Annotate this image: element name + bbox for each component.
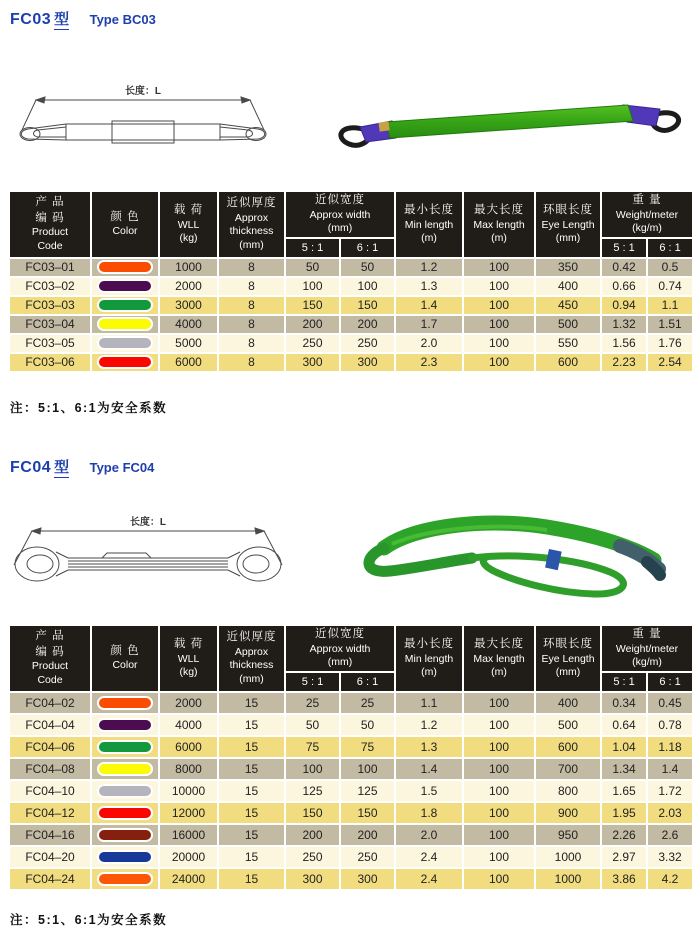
max-length-cell: 100 xyxy=(463,802,535,824)
width-5-1-cell: 100 xyxy=(285,277,340,296)
product-code-cell: FC03–04 xyxy=(9,315,91,334)
table-row xyxy=(9,868,693,890)
thickness-cell: 8 xyxy=(218,296,285,315)
table-row xyxy=(9,758,693,780)
min-length-cell: 1.7 xyxy=(395,315,463,334)
sling-photo-fc03 xyxy=(322,80,694,170)
color-swatch-cell xyxy=(91,846,159,868)
wll-cell: 12000 xyxy=(159,802,218,824)
weight-5-1-cell: 0.94 xyxy=(601,296,647,315)
color-swatch-cell xyxy=(91,334,159,353)
weight-6-1-cell: 0.45 xyxy=(647,692,693,714)
max-length-cell: 100 xyxy=(463,296,535,315)
width-6-1-cell: 250 xyxy=(340,846,395,868)
weight-5-1-cell: 2.26 xyxy=(601,824,647,846)
color-swatch xyxy=(97,762,153,776)
col-header-eye-length: 环眼长度 Eye Length (mm) xyxy=(535,625,601,692)
eye-length-cell: 800 xyxy=(535,780,601,802)
width-5-1-cell: 150 xyxy=(285,296,340,315)
subheader-weight-5-1: 5 : 1 xyxy=(601,672,647,692)
color-swatch xyxy=(97,298,153,312)
max-length-cell: 100 xyxy=(463,846,535,868)
wll-cell: 24000 xyxy=(159,868,218,890)
weight-6-1-cell: 0.74 xyxy=(647,277,693,296)
sling-body xyxy=(66,124,220,140)
table-row xyxy=(9,802,693,824)
color-swatch-cell xyxy=(91,692,159,714)
color-swatch-cell xyxy=(91,258,159,277)
weight-5-1-cell: 1.56 xyxy=(601,334,647,353)
weight-6-1-cell: 4.2 xyxy=(647,868,693,890)
weight-6-1-cell: 1.51 xyxy=(647,315,693,334)
max-length-cell: 100 xyxy=(463,736,535,758)
product-code-cell: FC04–02 xyxy=(9,692,91,714)
table-row xyxy=(9,714,693,736)
eye-length-cell: 550 xyxy=(535,334,601,353)
color-swatch-cell xyxy=(91,824,159,846)
weight-5-1-cell: 2.97 xyxy=(601,846,647,868)
min-length-cell: 1.5 xyxy=(395,780,463,802)
wll-cell: 2000 xyxy=(159,277,218,296)
col-header-max-length: 最大长度 Max length (m) xyxy=(463,625,535,692)
max-length-cell: 100 xyxy=(463,758,535,780)
min-length-cell: 1.3 xyxy=(395,736,463,758)
width-5-1-cell: 125 xyxy=(285,780,340,802)
table-row xyxy=(9,315,693,334)
table-row xyxy=(9,296,693,315)
model-suffix: 型 xyxy=(54,11,70,28)
product-code-cell: FC03–01 xyxy=(9,258,91,277)
model-code: FC03 xyxy=(10,11,52,28)
max-length-cell: 100 xyxy=(463,353,535,372)
width-6-1-cell: 50 xyxy=(340,714,395,736)
color-swatch xyxy=(97,336,153,350)
product-code-cell: FC04–04 xyxy=(9,714,91,736)
width-5-1-cell: 300 xyxy=(285,868,340,890)
section-title-fc04 xyxy=(10,456,154,477)
weight-5-1-cell: 2.23 xyxy=(601,353,647,372)
col-header-product-code: 产 品 编 码 Product Code xyxy=(9,191,91,258)
weight-6-1-cell: 1.1 xyxy=(647,296,693,315)
weight-5-1-cell: 1.32 xyxy=(601,315,647,334)
weight-6-1-cell: 1.72 xyxy=(647,780,693,802)
max-length-cell: 100 xyxy=(463,258,535,277)
sling-drawing-fc04 xyxy=(6,503,290,595)
color-swatch xyxy=(97,355,153,369)
max-length-cell: 100 xyxy=(463,334,535,353)
type-label: Type BC03 xyxy=(89,12,156,27)
color-swatch-cell xyxy=(91,758,159,780)
width-6-1-cell: 150 xyxy=(340,296,395,315)
thickness-cell: 8 xyxy=(218,258,285,277)
max-length-cell: 100 xyxy=(463,277,535,296)
label-tag xyxy=(545,549,562,570)
table-row xyxy=(9,277,693,296)
width-6-1-cell: 200 xyxy=(340,824,395,846)
label-tag xyxy=(378,121,389,131)
eye-length-cell: 400 xyxy=(535,692,601,714)
color-swatch xyxy=(97,317,153,331)
weight-6-1-cell: 0.5 xyxy=(647,258,693,277)
color-swatch xyxy=(97,279,153,293)
col-header-wll: 载 荷 WLL (kg) xyxy=(159,191,218,258)
sling-sleeve xyxy=(102,553,151,558)
subheader-width-6-1: 6 : 1 xyxy=(340,672,395,692)
col-header-width-group: 近似宽度 Approx width (mm) xyxy=(285,191,395,238)
table-row xyxy=(9,353,693,372)
min-length-cell: 2.0 xyxy=(395,824,463,846)
width-6-1-cell: 100 xyxy=(340,758,395,780)
wll-cell: 10000 xyxy=(159,780,218,802)
col-header-width-group: 近似宽度 Approx width (mm) xyxy=(285,625,395,672)
color-swatch xyxy=(97,828,153,842)
width-6-1-cell: 75 xyxy=(340,736,395,758)
max-length-cell: 100 xyxy=(463,692,535,714)
spec-table-fc03 xyxy=(8,190,694,373)
thickness-cell: 15 xyxy=(218,736,285,758)
color-swatch-cell xyxy=(91,736,159,758)
col-header-max-length: 最大长度 Max length (m) xyxy=(463,191,535,258)
eye-length-cell: 500 xyxy=(535,714,601,736)
sling-eye-left xyxy=(15,547,59,581)
product-code-cell: FC04–10 xyxy=(9,780,91,802)
dim-leader-right xyxy=(250,100,264,130)
product-code-cell: FC03–02 xyxy=(9,277,91,296)
color-swatch-cell xyxy=(91,277,159,296)
color-swatch xyxy=(97,718,153,732)
weight-5-1-cell: 1.34 xyxy=(601,758,647,780)
max-length-cell: 100 xyxy=(463,824,535,846)
color-swatch xyxy=(97,696,153,710)
width-5-1-cell: 200 xyxy=(285,824,340,846)
color-swatch xyxy=(97,872,153,886)
green-webbing-body xyxy=(386,105,633,138)
safety-factor-note: 注：5:1、6:1为安全系数 xyxy=(10,913,168,927)
weight-6-1-cell: 2.6 xyxy=(647,824,693,846)
subheader-width-5-1: 5 : 1 xyxy=(285,238,340,258)
weight-6-1-cell: 3.32 xyxy=(647,846,693,868)
subheader-width-5-1: 5 : 1 xyxy=(285,672,340,692)
eye-length-cell: 600 xyxy=(535,736,601,758)
safety-factor-note: 注：5:1、6:1为安全系数 xyxy=(10,401,168,415)
width-5-1-cell: 50 xyxy=(285,258,340,277)
wll-cell: 20000 xyxy=(159,846,218,868)
col-header-weight-group: 重 量 Weight/meter (kg/m) xyxy=(601,625,693,672)
col-header-thickness: 近似厚度 Approx thickness (mm) xyxy=(218,625,285,692)
weight-5-1-cell: 1.95 xyxy=(601,802,647,824)
eye-length-cell: 950 xyxy=(535,824,601,846)
sling-photo-fc04 xyxy=(322,494,694,618)
width-6-1-cell: 50 xyxy=(340,258,395,277)
thickness-cell: 15 xyxy=(218,802,285,824)
max-length-cell: 100 xyxy=(463,315,535,334)
width-6-1-cell: 200 xyxy=(340,315,395,334)
thickness-cell: 15 xyxy=(218,780,285,802)
product-code-cell: FC04–12 xyxy=(9,802,91,824)
color-swatch-cell xyxy=(91,296,159,315)
min-length-cell: 1.4 xyxy=(395,758,463,780)
col-header-eye-length: 环眼长度 Eye Length (mm) xyxy=(535,191,601,258)
product-code-cell: FC04–16 xyxy=(9,824,91,846)
weight-5-1-cell: 0.64 xyxy=(601,714,647,736)
color-swatch xyxy=(97,260,153,274)
width-5-1-cell: 250 xyxy=(285,846,340,868)
eye-length-cell: 450 xyxy=(535,296,601,315)
dim-leader-left xyxy=(22,100,36,130)
wll-cell: 16000 xyxy=(159,824,218,846)
width-6-1-cell: 300 xyxy=(340,353,395,372)
thickness-cell: 8 xyxy=(218,353,285,372)
table-row xyxy=(9,334,693,353)
product-code-cell: FC04–24 xyxy=(9,868,91,890)
wll-cell: 3000 xyxy=(159,296,218,315)
table-row xyxy=(9,692,693,714)
green-webbing-fold-left xyxy=(369,548,472,571)
length-dim-label: 长度：L xyxy=(129,517,167,528)
col-header-product-code: 产 品 编 码 Product Code xyxy=(9,625,91,692)
weight-5-1-cell: 1.04 xyxy=(601,736,647,758)
color-swatch-cell xyxy=(91,353,159,372)
width-5-1-cell: 25 xyxy=(285,692,340,714)
sling-eye-right xyxy=(246,128,266,141)
weight-5-1-cell: 1.65 xyxy=(601,780,647,802)
subheader-weight-6-1: 6 : 1 xyxy=(647,238,693,258)
width-6-1-cell: 300 xyxy=(340,868,395,890)
product-code-cell: FC03–03 xyxy=(9,296,91,315)
color-swatch xyxy=(97,740,153,754)
thickness-cell: 15 xyxy=(218,714,285,736)
wll-cell: 4000 xyxy=(159,315,218,334)
min-length-cell: 1.2 xyxy=(395,258,463,277)
model-suffix: 型 xyxy=(54,459,70,476)
color-swatch-cell xyxy=(91,868,159,890)
subheader-width-6-1: 6 : 1 xyxy=(340,238,395,258)
color-swatch xyxy=(97,784,153,798)
product-code-cell: FC04–20 xyxy=(9,846,91,868)
weight-5-1-cell: 0.66 xyxy=(601,277,647,296)
model-code: FC04 xyxy=(10,459,52,476)
type-label: Type FC04 xyxy=(89,460,155,475)
col-header-color: 颜 色 Color xyxy=(91,625,159,692)
width-5-1-cell: 150 xyxy=(285,802,340,824)
wll-cell: 1000 xyxy=(159,258,218,277)
min-length-cell: 1.1 xyxy=(395,692,463,714)
sling-eye-left xyxy=(20,128,40,141)
table-row xyxy=(9,780,693,802)
min-length-cell: 1.4 xyxy=(395,296,463,315)
thickness-cell: 8 xyxy=(218,315,285,334)
thickness-cell: 15 xyxy=(218,868,285,890)
eye-length-cell: 700 xyxy=(535,758,601,780)
color-swatch-cell xyxy=(91,802,159,824)
weight-5-1-cell: 3.86 xyxy=(601,868,647,890)
width-6-1-cell: 25 xyxy=(340,692,395,714)
subheader-weight-5-1: 5 : 1 xyxy=(601,238,647,258)
width-6-1-cell: 150 xyxy=(340,802,395,824)
wll-cell: 8000 xyxy=(159,758,218,780)
col-header-min-length: 最小长度 Min length (m) xyxy=(395,191,463,258)
min-length-cell: 2.0 xyxy=(395,334,463,353)
col-header-min-length: 最小长度 Min length (m) xyxy=(395,625,463,692)
length-dim-label: 长度：L xyxy=(124,86,162,97)
width-5-1-cell: 200 xyxy=(285,315,340,334)
min-length-cell: 1.8 xyxy=(395,802,463,824)
width-5-1-cell: 75 xyxy=(285,736,340,758)
weight-6-1-cell: 0.78 xyxy=(647,714,693,736)
color-swatch-cell xyxy=(91,714,159,736)
color-swatch-cell xyxy=(91,780,159,802)
width-5-1-cell: 250 xyxy=(285,334,340,353)
min-length-cell: 2.4 xyxy=(395,868,463,890)
spec-table-fc04 xyxy=(8,624,694,891)
weight-6-1-cell: 2.54 xyxy=(647,353,693,372)
width-5-1-cell: 50 xyxy=(285,714,340,736)
wll-cell: 2000 xyxy=(159,692,218,714)
weight-6-1-cell: 1.18 xyxy=(647,736,693,758)
max-length-cell: 100 xyxy=(463,780,535,802)
min-length-cell: 1.3 xyxy=(395,277,463,296)
product-code-cell: FC03–06 xyxy=(9,353,91,372)
section-title-fc03 xyxy=(10,8,156,29)
weight-5-1-cell: 0.34 xyxy=(601,692,647,714)
width-6-1-cell: 125 xyxy=(340,780,395,802)
col-header-thickness: 近似厚度 Approx thickness (mm) xyxy=(218,191,285,258)
width-5-1-cell: 300 xyxy=(285,353,340,372)
subheader-weight-6-1: 6 : 1 xyxy=(647,672,693,692)
table-row xyxy=(9,258,693,277)
weight-6-1-cell: 1.76 xyxy=(647,334,693,353)
sling-drawing-fc03 xyxy=(12,80,274,160)
thickness-cell: 15 xyxy=(218,824,285,846)
wll-cell: 6000 xyxy=(159,736,218,758)
max-length-cell: 100 xyxy=(463,714,535,736)
wll-cell: 6000 xyxy=(159,353,218,372)
col-header-wll: 载 荷 WLL (kg) xyxy=(159,625,218,692)
product-code-cell: FC04–08 xyxy=(9,758,91,780)
thickness-cell: 8 xyxy=(218,334,285,353)
weight-6-1-cell: 2.03 xyxy=(647,802,693,824)
eye-length-cell: 500 xyxy=(535,315,601,334)
thickness-cell: 15 xyxy=(218,758,285,780)
weight-5-1-cell: 0.42 xyxy=(601,258,647,277)
col-header-weight-group: 重 量 Weight/meter (kg/m) xyxy=(601,191,693,238)
thickness-cell: 15 xyxy=(218,846,285,868)
eye-length-cell: 400 xyxy=(535,277,601,296)
width-6-1-cell: 250 xyxy=(340,334,395,353)
eye-length-cell: 350 xyxy=(535,258,601,277)
thickness-cell: 8 xyxy=(218,277,285,296)
color-swatch-cell xyxy=(91,315,159,334)
min-length-cell: 1.2 xyxy=(395,714,463,736)
width-6-1-cell: 100 xyxy=(340,277,395,296)
col-header-color: 颜 色 Color xyxy=(91,191,159,258)
product-code-cell: FC04–06 xyxy=(9,736,91,758)
table-row xyxy=(9,824,693,846)
sling-eye-right xyxy=(237,547,281,581)
eye-length-cell: 900 xyxy=(535,802,601,824)
min-length-cell: 2.4 xyxy=(395,846,463,868)
eye-length-cell: 1000 xyxy=(535,846,601,868)
table-row xyxy=(9,736,693,758)
table-row xyxy=(9,846,693,868)
max-length-cell: 100 xyxy=(463,868,535,890)
eye-length-cell: 600 xyxy=(535,353,601,372)
color-swatch xyxy=(97,850,153,864)
thickness-cell: 15 xyxy=(218,692,285,714)
width-5-1-cell: 100 xyxy=(285,758,340,780)
eye-length-cell: 1000 xyxy=(535,868,601,890)
wll-cell: 5000 xyxy=(159,334,218,353)
product-code-cell: FC03–05 xyxy=(9,334,91,353)
color-swatch xyxy=(97,806,153,820)
wll-cell: 4000 xyxy=(159,714,218,736)
weight-6-1-cell: 1.4 xyxy=(647,758,693,780)
min-length-cell: 2.3 xyxy=(395,353,463,372)
